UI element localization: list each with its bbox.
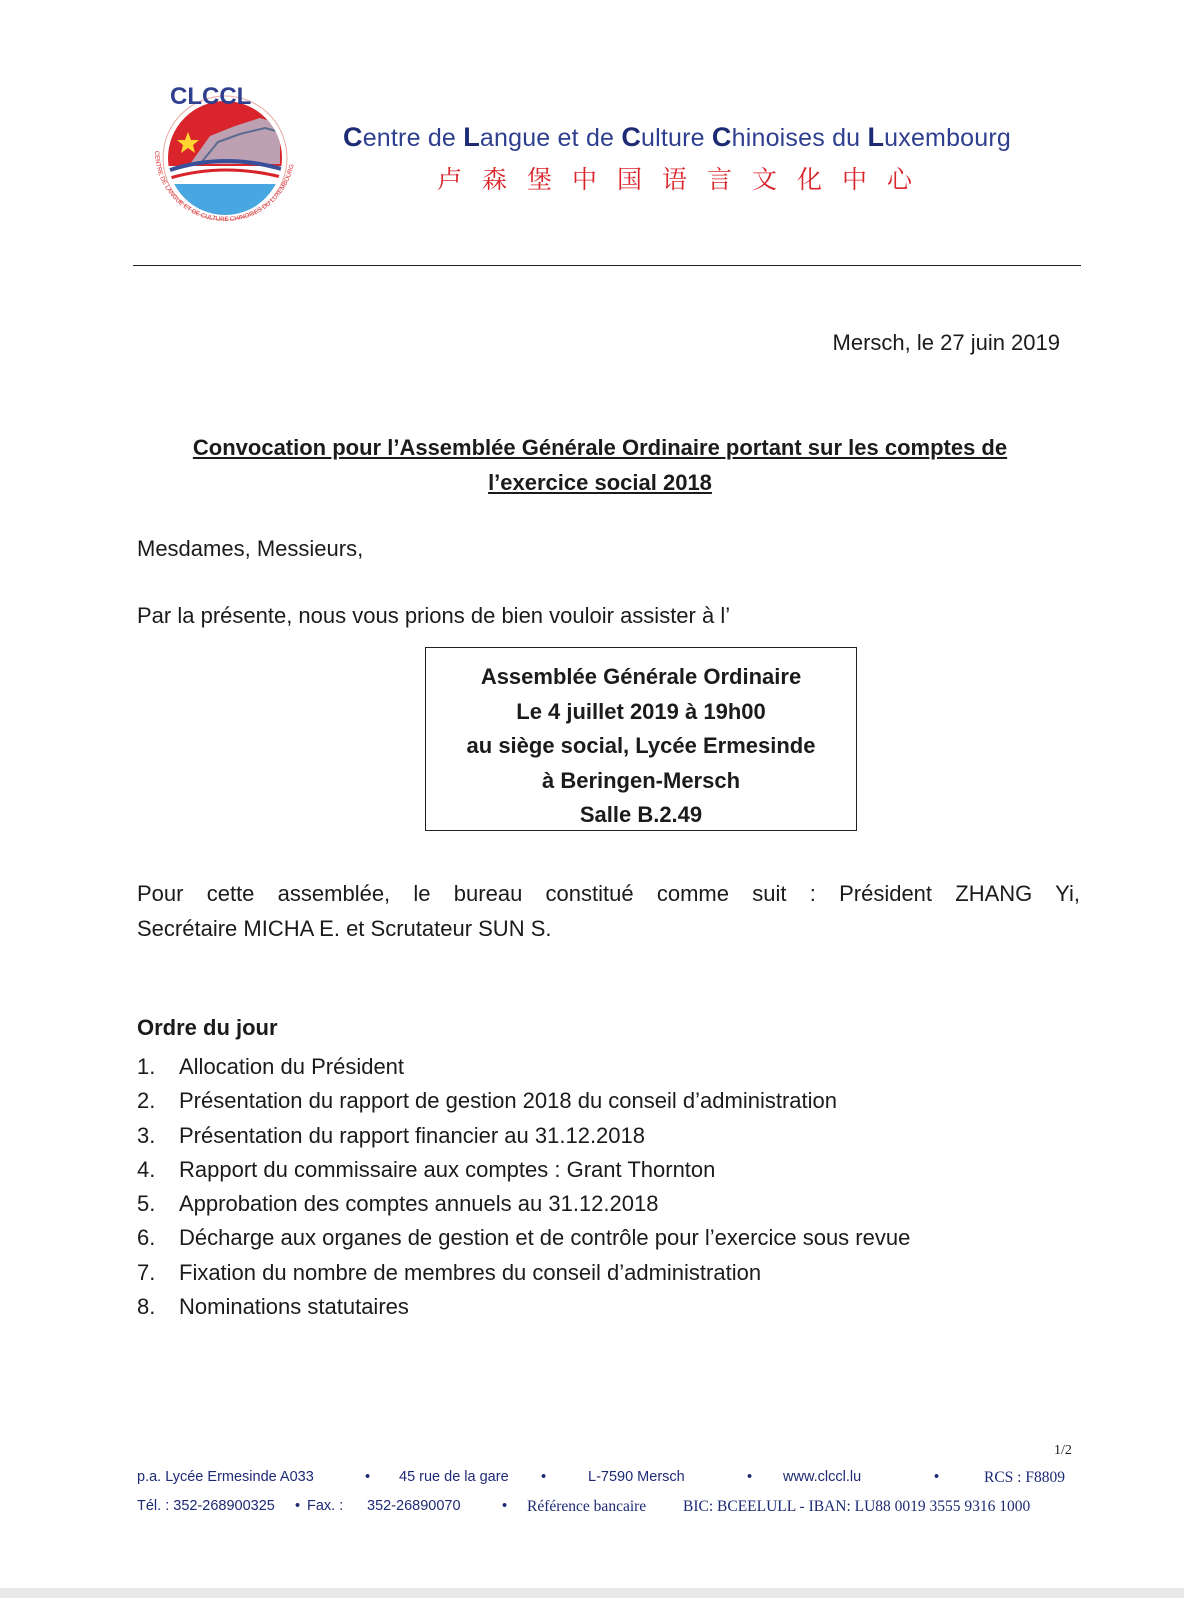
bullet-icon: •	[747, 1469, 753, 1485]
bullet-icon: •	[541, 1469, 547, 1485]
agenda-item: 3. Présentation du rapport financier au 31.12.2018	[137, 1122, 645, 1148]
meeting-venue: au siège social, Lycée Ermesinde	[466, 733, 816, 758]
page-bottom-edge	[0, 1588, 1184, 1598]
organization-name: Centre de Langue et de Culture Chinoises du Luxembourg	[343, 122, 1012, 152]
agenda-item: 8. Nominations statutaires	[137, 1294, 409, 1320]
title-line-1: Convocation pour l’Assemblée Générale Ordinaire portant sur les comptes de	[192, 435, 1008, 460]
agenda-item: 2. Présentation du rapport de gestion 2018 du conseil d’administration	[137, 1088, 837, 1114]
agenda-item: 5. Approbation des comptes annuels au 31.12.2018	[137, 1191, 659, 1217]
bureau-paragraph	[137, 876, 1080, 946]
footer-fax: 352-26890070	[367, 1498, 461, 1514]
agenda-item: 1. Allocation du Président	[137, 1054, 405, 1079]
header-divider	[133, 265, 1081, 266]
bullet-icon: •	[934, 1469, 940, 1485]
footer-bank-label: Référence bancaire	[527, 1498, 647, 1515]
letter-date: Mersch, le 27 juin 2019	[832, 330, 1060, 355]
bureau-line-2: Secrétaire MICHA E. et Scrutateur SUN S.	[137, 916, 552, 941]
agenda-list	[137, 1050, 910, 1324]
logo-wordmark: CLCCL	[170, 83, 252, 110]
meeting-town: à Beringen-Mersch	[541, 767, 741, 793]
meeting-datetime: Le 4 juillet 2019 à 19h00	[516, 698, 766, 724]
title-line-2: l’exercice social 2018	[488, 470, 712, 495]
footer-street: 45 rue de la gare	[399, 1469, 509, 1485]
bureau-line-1: Pour cette assemblée, le bureau constitué comme suit : Président ZHANG Yi,	[137, 881, 1080, 906]
footer-website[interactable]: www.clccl.lu	[783, 1469, 862, 1485]
agenda-item: 4. Rapport du commissaire aux comptes : Grant Thornton	[137, 1156, 716, 1182]
clccl-logo	[140, 66, 310, 236]
bullet-icon: •	[295, 1498, 301, 1514]
intro-paragraph: Par la présente, nous vous prions de bien vouloir assister à l’	[137, 603, 731, 628]
footer-city: L-7590 Mersch	[588, 1469, 685, 1485]
letter-title	[140, 430, 1060, 500]
page-number: 1/2	[1054, 1443, 1072, 1458]
meeting-name: Assemblée Générale Ordinaire	[480, 664, 802, 689]
agenda-item: 6. Décharge aux organes de gestion et de contrôle pour l’exercice sous revue	[137, 1225, 911, 1251]
meeting-room: Salle B.2.49	[579, 802, 703, 827]
bullet-icon: •	[365, 1469, 371, 1485]
footer-bank-details: BIC: BCEELULL - IBAN: LU88 0019 3555 9316 1000	[683, 1498, 1031, 1515]
salutation: Mesdames, Messieurs,	[137, 536, 364, 561]
meeting-details-box	[425, 647, 857, 831]
agenda-item: 7. Fixation du nombre de membres du conseil d’administration	[137, 1259, 762, 1285]
footer-fax-label: Fax. :	[307, 1498, 344, 1514]
organization-name-chinese: 卢森堡中国语言文化中心	[437, 165, 933, 194]
footer-address: p.a. Lycée Ermesinde A033	[137, 1469, 314, 1485]
agenda-heading: Ordre du jour	[137, 1015, 278, 1040]
footer-tel: Tél. : 352-268900325	[137, 1498, 275, 1514]
footer-rcs: RCS : F8809	[984, 1469, 1065, 1486]
logo-ring-text: CENTRE DE LANGUE ET DE CULTURE CHINOISES DU LUXEMBOURG	[152, 150, 296, 224]
bullet-icon: •	[502, 1498, 508, 1514]
